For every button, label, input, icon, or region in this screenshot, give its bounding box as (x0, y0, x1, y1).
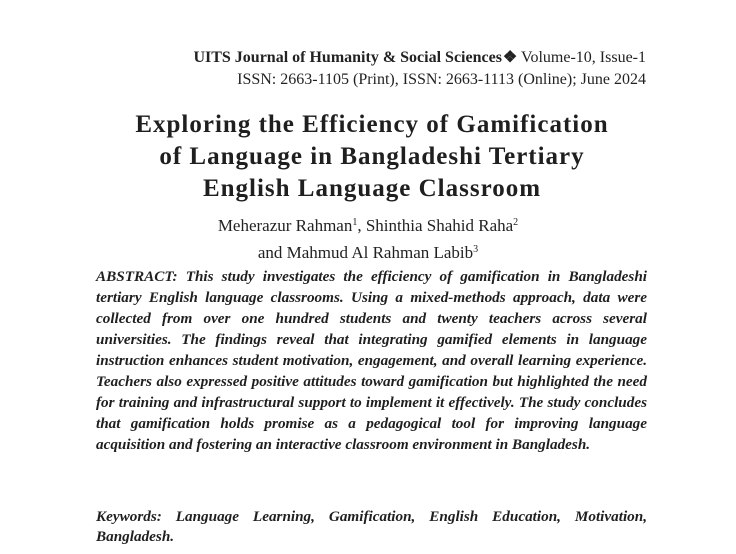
author-1: Meherazur Rahman (217, 216, 353, 235)
title-line-1: Exploring the Efficiency of Gamification (135, 111, 609, 138)
journal-volume: Volume-10, Issue-1 (517, 49, 646, 66)
keywords-paragraph: Keywords: Language Learning, Gamification, English Education, Motivation, Bangladesh. (96, 508, 647, 545)
issn-line: ISSN: 2663-1105 (Print), ISSN: 2663-1113 (Online); June 2024 (237, 71, 646, 88)
author-1-affiliation: 1 (352, 217, 358, 228)
title-line-2: of Language in Bangladeshi Tertiary (159, 143, 585, 170)
abstract-paragraph: ABSTRACT: This study investigates the efficiency of gamification in Bangladeshi tertiary English language classrooms. Using a mixed-methods approach, data were collected from over one hundred students and twenty teachers across several universities. The findings reveal that integrating gamified elements in language instruction enhances student motivation, engagement, and overall learning experience. Teachers also expressed positive attitudes toward gamification but highlighted the need for training and infrastructural support to implement it effectively. The study concludes that gamification holds promise as a pedagogical tool for improving language acquisition and fostering an interactive classroom environment in Bangladesh. (96, 268, 647, 453)
journal-header (193, 47, 646, 91)
journal-line (193, 47, 646, 69)
authors-block (0, 211, 736, 265)
journal-name: UITS Journal of Humanity & Social Sciences (193, 49, 502, 66)
author-3: Mahmud Al Rahman Labib (286, 243, 474, 262)
author-conjunction: and (257, 243, 287, 262)
authors-line-2 (0, 238, 736, 265)
author-2: Shinthia Shahid Raha (365, 216, 514, 235)
authors-line-1 (0, 211, 736, 238)
title-line-3: English Language Classroom (202, 175, 542, 202)
author-separator: , (357, 216, 366, 235)
author-3-affiliation: 3 (473, 244, 479, 255)
author-2-affiliation: 2 (513, 217, 519, 228)
paper-title (0, 109, 736, 205)
separator-icon: ❖ (502, 49, 518, 66)
